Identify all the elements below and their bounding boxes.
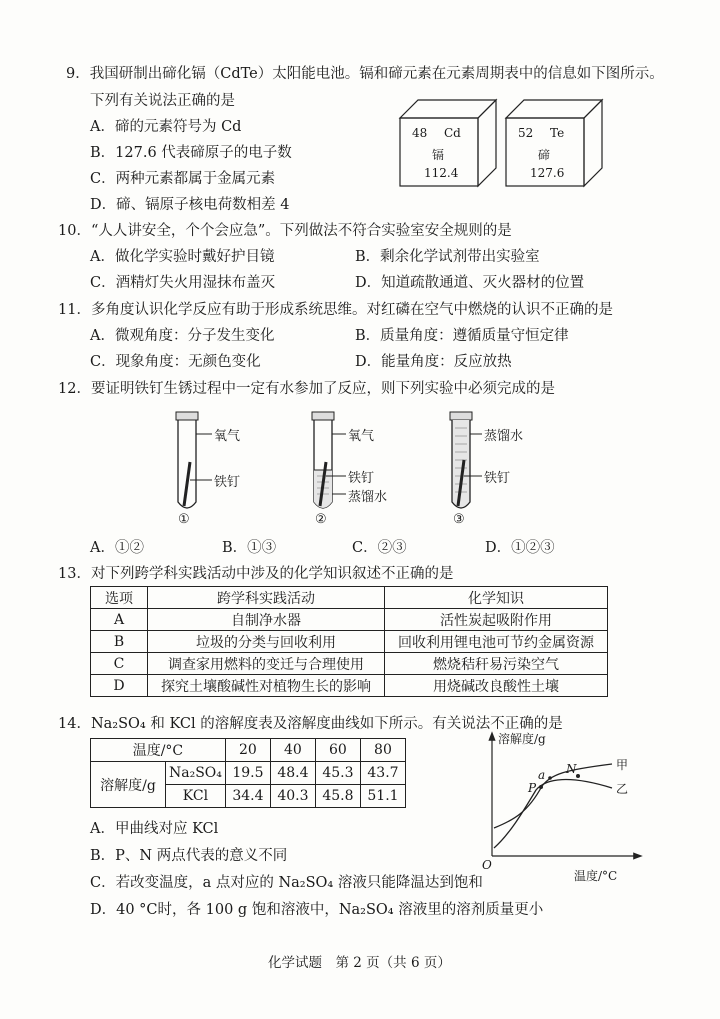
kcl-label: KCl (166, 785, 226, 808)
na2so4-label: Na₂SO₄ (166, 762, 226, 785)
q9-option-d: D．碲、镉原子核电荷数相差 4 (90, 197, 290, 213)
tube3-number: ③ (453, 512, 465, 527)
q10-option-d: D．知道疏散通道、灭火器材的位置 (355, 275, 585, 291)
table-cell: D (91, 675, 148, 697)
table-row (91, 653, 608, 675)
te-atomic-number: 52 (518, 126, 534, 140)
graph-y-label: 溶解度/g (498, 732, 546, 746)
cd-mass: 112.4 (424, 166, 459, 180)
table-cell: 48.4 (270, 762, 315, 785)
table-header: 选项 (91, 587, 148, 609)
tube2-number: ② (315, 512, 327, 527)
te-symbol: Te (550, 126, 565, 140)
tube3-nail-label: 铁钉 (484, 471, 511, 486)
te-name: 碲 (538, 148, 551, 162)
cd-symbol: Cd (444, 126, 461, 140)
table-cell: 40 (270, 739, 315, 762)
q9-option-b: B．127.6 代表碲原子的电子数 (90, 145, 292, 161)
tube-3 (450, 412, 482, 508)
table-cell: 回收利用锂电池可节约金属资源 (385, 631, 608, 653)
table-cell: 40.3 (270, 785, 315, 808)
q9-option-a: A．碲的元素符号为 Cd (90, 119, 242, 135)
tube-2 (312, 412, 346, 508)
q14-option-a: A．甲曲线对应 KCl (90, 821, 219, 837)
point-p (539, 785, 543, 789)
q11-option-d: D．能量角度：反应放热 (355, 354, 512, 370)
tube2-water-label: 蒸馏水 (348, 490, 388, 505)
table-cell: 燃烧秸秆易污染空气 (385, 653, 608, 675)
table-cell: 20 (225, 739, 270, 762)
table-cell: 调查家用燃料的变迁与合理使用 (148, 653, 385, 675)
table-row (91, 609, 608, 631)
q10-stem: 10．“人人讲安全，个个会应急”。下列做法不符合实验室安全规则的是 (58, 223, 512, 239)
table-cell: 自制净水器 (148, 609, 385, 631)
q10-option-b: B．剩余化学试剂带出实验室 (355, 249, 540, 265)
table-cell: 34.4 (225, 785, 270, 808)
table-cell: C (91, 653, 148, 675)
table-cell: 60 (315, 739, 360, 762)
q11-stem: 11．多角度认识化学反应有助于形成系统思维。对红磷在空气中燃烧的认识不正确的是 (58, 302, 613, 318)
q14-option-c: C．若改变温度，a 点对应的 Na₂SO₄ 溶液只能降温达到饱和 (90, 875, 483, 891)
table-row (91, 762, 406, 785)
q14-option-d: D．40 °C时，各 100 g 饱和溶液中，Na₂SO₄ 溶液里的溶剂质量更小 (90, 902, 544, 918)
table-cell: 43.7 (360, 762, 405, 785)
table-cell: 45.8 (315, 785, 360, 808)
solubility-curve-graph (480, 730, 650, 890)
q11-option-c: C．现象角度：无颜色变化 (90, 354, 261, 370)
tube-1 (176, 412, 212, 508)
graph-x-label: 温度/°C (574, 869, 618, 883)
q14-option-b: B．P、N 两点代表的意义不同 (90, 848, 288, 864)
point-p-label: P (528, 781, 537, 795)
q9-option-c: C．两种元素都属于金属元素 (90, 171, 276, 187)
q13-table (90, 586, 608, 697)
cd-atomic-number: 48 (412, 126, 428, 140)
q12-option-b: B．①③ (222, 540, 277, 556)
table-cell: 垃圾的分类与回收利用 (148, 631, 385, 653)
table-cell: 19.5 (225, 762, 270, 785)
tube2-gas-label: 氧气 (348, 429, 375, 444)
table-row (91, 631, 608, 653)
solubility-header: 溶解度/g (91, 762, 166, 808)
cd-name: 镉 (432, 148, 445, 162)
table-cell: 80 (360, 739, 405, 762)
curve-jia-label: 甲 (616, 758, 629, 772)
q12-option-d: D．①②③ (485, 540, 555, 556)
q11-option-a: A．微观角度：分子发生变化 (90, 328, 275, 344)
table-row (91, 739, 406, 762)
te-mass: 127.6 (530, 166, 565, 180)
q10-option-c: C．酒精灯失火用湿抹布盖灭 (90, 275, 276, 291)
q14-solubility-table (90, 738, 406, 808)
point-a-label: a (538, 768, 546, 782)
q14-stem: 14．Na₂SO₄ 和 KCl 的溶解度表及溶解度曲线如下所示。有关说法不正确的是 (58, 716, 563, 732)
table-cell: 用烧碱改良酸性土壤 (385, 675, 608, 697)
graph-origin-label: O (482, 858, 492, 872)
tube1-nail-label: 铁钉 (214, 475, 241, 490)
table-cell: A (91, 609, 148, 631)
table-header: 化学知识 (385, 587, 608, 609)
q12-option-a: A．①② (90, 540, 144, 556)
q13-stem: 13．对下列跨学科实践活动中涉及的化学知识叙述不正确的是 (58, 566, 454, 582)
table-cell: 45.3 (315, 762, 360, 785)
q10-option-a: A．做化学实验时戴好护目镜 (90, 249, 275, 265)
q12-option-c: C．②③ (352, 540, 407, 556)
q12-stem: 12．要证明铁钉生锈过程中一定有水参加了反应，则下列实验中必须完成的是 (58, 381, 555, 397)
q11-option-b: B．质量角度：遵循质量守恒定律 (355, 328, 569, 344)
table-header: 跨学科实践活动 (148, 587, 385, 609)
table-cell: B (91, 631, 148, 653)
page-footer: 化学试题 第 2 页（共 6 页） (268, 955, 451, 971)
table-cell: 51.1 (360, 785, 405, 808)
q9-stem-line1: 9．我国研制出碲化镉（CdTe）太阳能电池。镉和碲元素在元素周期表中的信息如下图所示。 (66, 66, 664, 82)
tube2-nail-label: 铁钉 (348, 471, 375, 486)
q9-stem-line2: 下列有关说法正确的是 (90, 93, 235, 109)
table-header-row (91, 587, 608, 609)
curve-jia (494, 764, 612, 828)
curve-yi (494, 780, 612, 848)
table-cell: 探究土壤酸碱性对植物生长的影响 (148, 675, 385, 697)
tube1-gas-label: 氧气 (214, 429, 241, 444)
curve-yi-label: 乙 (616, 782, 629, 796)
tube1-number: ① (178, 512, 190, 527)
table-row (91, 675, 608, 697)
temp-header: 温度/°C (91, 739, 226, 762)
point-n-label: N (566, 762, 577, 776)
point-a (548, 776, 552, 780)
tube3-water-label: 蒸馏水 (484, 429, 524, 444)
table-cell: 活性炭起吸附作用 (385, 609, 608, 631)
